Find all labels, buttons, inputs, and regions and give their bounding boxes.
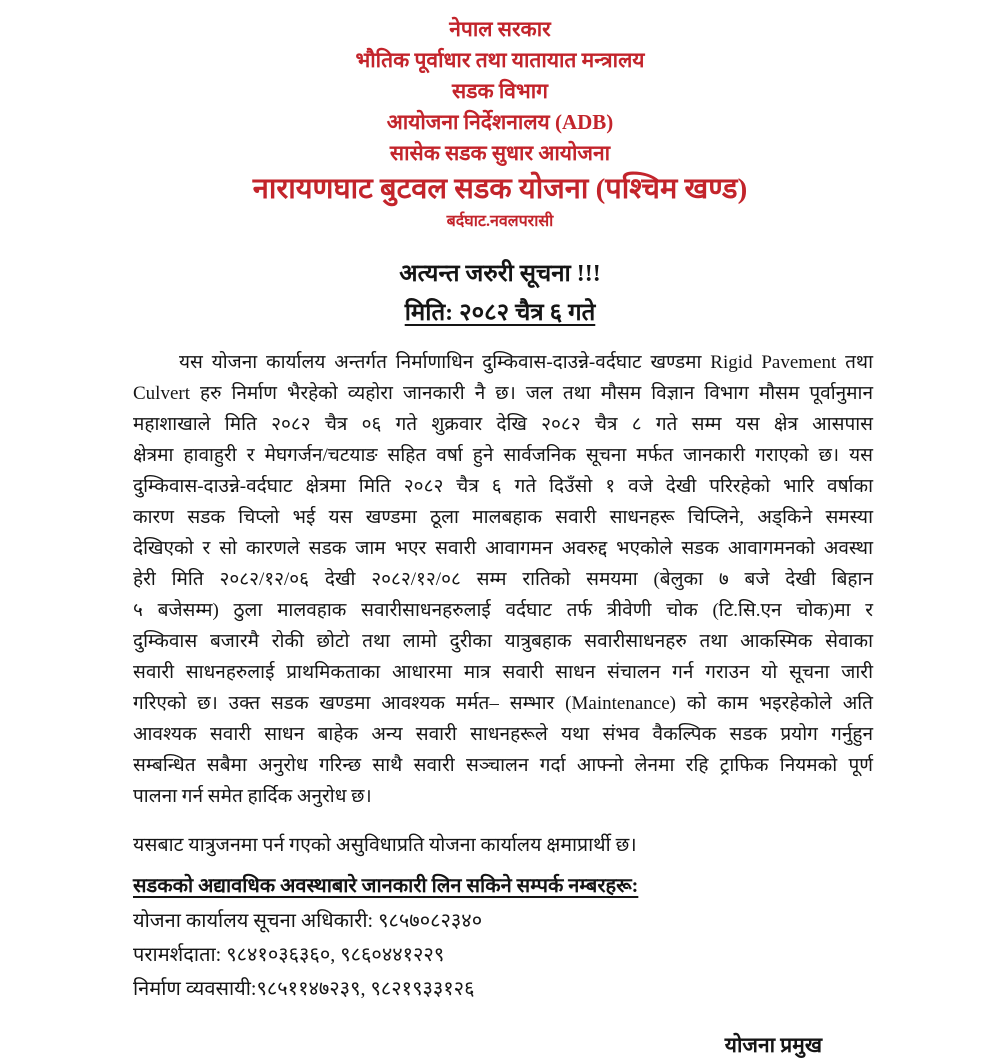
letterhead-line-project-name: नारायणघाट बुटवल सडक योजना (पश्चिम खण्ड) [252, 173, 748, 205]
letterhead-line-department: सडक विभाग [452, 79, 548, 103]
contact-line-contractor: निर्माण व्यवसायी:९८५११४७२३९, ९८२१९३३१२६ [133, 978, 475, 1000]
signature-project-chief: योजना प्रमुख [724, 1033, 822, 1057]
letterhead-line-sasec-project: सासेक सडक सुधार आयोजना [389, 141, 611, 165]
contact-line-information-officer: योजना कार्यालय सूचना अधिकारी: ९८५७०८२३४० [133, 910, 483, 932]
notice-date [0, 296, 1000, 331]
body-line: ५ बजेसम्म) ठुला मालवहाक सवारीसाधनहरुलाई वर्दघाट तर्फ त्रीवेणी चोक (टि.सि.एन चोक)मा र [133, 600, 873, 621]
body-line: कारण सडक चिप्लो भई यस खण्डमा ठूला मालबहाक सवारी साधनहरू चिप्लिने, अड्किने समस्या [133, 507, 873, 528]
body-line: यस योजना कार्यालय अन्तर्गत निर्माणाधिन दुम्किवास-दाउन्ने-वर्दघाट खण्डमा Rigid Pavement तथा [179, 352, 873, 373]
body-line: महाशाखाले मिति २०८२ चैत्र ०६ गते शुक्रवार देखि २०८२ चैत्र ८ गते सम्म यस क्षेत्र आसपास [133, 414, 873, 435]
notice-title: अत्यन्त जरुरी सूचना !!! [399, 261, 601, 287]
body-line: Culvert हरु निर्माण भैरहेको व्यहोरा जानकारी नै छ। जल तथा मौसम विज्ञान विभाग मौसम पूर्वानुमान [133, 383, 873, 404]
body-line: सवारी साधनहरुलाई प्राथमिकताका आधारमा मात्र सवारी साधन संचालन गर्न गराउन यो सूचना जारी [133, 662, 873, 683]
body-line: आवश्यक सवारी साधन बाहेक अन्य सवारी साधनहरूले यथा संभव वैकल्पिक सडक प्रयोग गर्नुहुन [133, 724, 873, 745]
body-line: क्षेत्रमा हावाहुरी र मेघगर्जन/चटयाङ सहित वर्षा हुने सार्वजनिक सूचना मर्फत जानकारी गराएको छ। यस [133, 445, 873, 466]
apology-line: यसबाट यात्रुजनमा पर्न गएको असुविधाप्रति योजना कार्यालय क्षमाप्रार्थी छ। [133, 835, 637, 856]
body-line: दुम्किवास-दाउन्ने-वर्दघाट क्षेत्रमा मिति २०८२ चैत्र ६ गते दिउँसो १ वजे देखी परिरहेको भारि वर्षाका [133, 476, 873, 497]
body-line: पालना गर्न समेत हार्दिक अनुरोध छ। [133, 786, 372, 807]
contact-heading: सडकको अद्यावधिक अवस्थाबारे जानकारी लिन सकिने सम्पर्क नम्बरहरू: [133, 875, 639, 897]
body-line: दुम्किवास बजारमै रोकी छोटो तथा लामो दुरीका यात्रुबहाक सवारीसाधनहरु तथा आकस्मिक सेवाका [133, 631, 873, 652]
letterhead-line-ministry: भौतिक पूर्वाधार तथा यातायात मन्त्रालय [355, 48, 645, 72]
letterhead-line-government: नेपाल सरकार [449, 17, 551, 41]
letterhead-line-location: बर्दघाट.नवलपरासी [446, 213, 554, 230]
notice-body-paragraph [133, 347, 873, 812]
body-line: हेरी मिति २०८२/१२/०६ देखी २०८२/१२/०८ सम्म रातिको समयमा (बेलुका ७ बजे देखी बिहान [133, 569, 873, 590]
contact-line-consultant: परामर्शदाता: ९८४१०३६३६०, ९८६०४४१२२९ [133, 944, 445, 966]
body-line: गरिएको छ। उक्त सडक खण्डमा आवश्यक मर्मत– सम्भार (Maintenance) को काम भइरहेकोले अति [133, 693, 873, 714]
body-line: देखिएको र सो कारणले सडक जाम भएर सवारी आवागमन अवरुद्द भएकोले सडक आवागमनको अवस्था [133, 538, 873, 559]
letterhead [0, 14, 1000, 234]
notice-date-text: मिति: २०८२ चैत्र ६ गते [404, 300, 596, 326]
body-line: सम्बन्धित सबैमा अनुरोध गरिन्छ साथै सवारी सञ्चालन गर्दा आफ्नो लेनमा रहि ट्राफिक नियमको पूर्ण [133, 755, 873, 776]
letterhead-line-directorate: आयोजना निर्देशनालय (ADB) [386, 110, 614, 134]
